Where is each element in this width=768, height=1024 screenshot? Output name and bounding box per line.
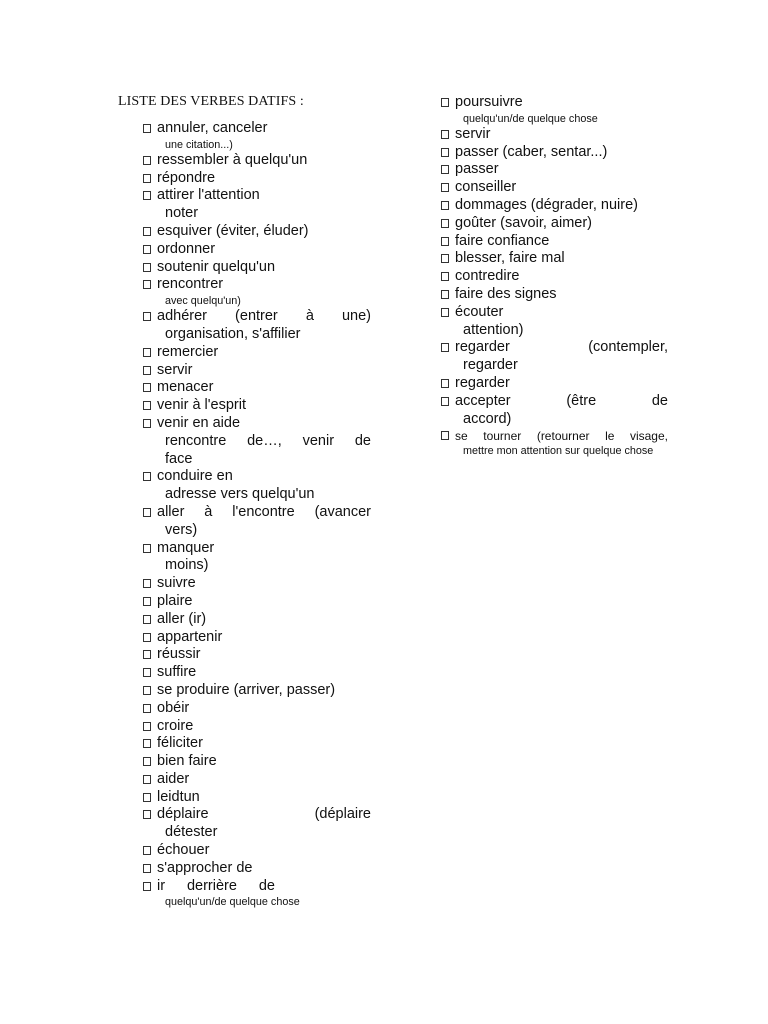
verb-label: dommages (dégrader, nuire): [455, 196, 638, 213]
verb-label: poursuivre: [455, 94, 523, 110]
verb-label: soutenir quelqu'un: [157, 258, 276, 275]
verb-label: ressembler à quelqu'un: [157, 151, 308, 168]
checkbox-bullet-icon: [143, 882, 151, 891]
checkbox-bullet-icon: [143, 348, 151, 357]
verb-item-venir-en-aide: [143, 415, 371, 433]
checkbox-bullet-icon: [143, 597, 151, 606]
verb-item-se-tourner-retourner-le-visage: [441, 428, 668, 458]
verb-item-regarder: [441, 375, 668, 393]
verb-label: rencontrer: [157, 276, 224, 293]
verb-label: servir: [157, 361, 193, 378]
checkbox-bullet-icon: [441, 98, 449, 107]
verb-label: se tourner (retourner le visage,: [455, 429, 668, 444]
checkbox-bullet-icon: [143, 312, 151, 321]
checkbox-bullet-icon: [143, 124, 151, 133]
verb-continuation: mettre mon attention sur quelque chose: [463, 445, 654, 458]
verb-label: remercier: [157, 343, 219, 360]
verb-label: féliciter: [157, 735, 203, 752]
verb-item-faire-confiance: [441, 233, 668, 251]
verb-item-menacer: [143, 379, 371, 397]
verb-label: adhérer (entrer à une): [157, 308, 371, 325]
verb-label: attirer l'attention: [157, 187, 260, 204]
verb-continuation: regarder: [463, 357, 518, 374]
checkbox-bullet-icon: [143, 615, 151, 624]
checkbox-bullet-icon: [143, 280, 151, 289]
verb-item-esquiver-eviter-eluder: [143, 223, 371, 241]
verb-label: conseiller: [455, 179, 517, 196]
checkbox-bullet-icon: [143, 704, 151, 713]
verb-label: s'approcher de: [157, 859, 253, 876]
verb-label: leidtun: [157, 788, 200, 805]
checkbox-bullet-icon: [143, 401, 151, 410]
verb-label: aller (ir): [157, 610, 207, 627]
checkbox-bullet-icon: [441, 379, 449, 388]
checkbox-bullet-icon: [143, 191, 151, 200]
checkbox-bullet-icon: [143, 739, 151, 748]
checkbox-bullet-icon: [143, 775, 151, 784]
verb-item-aider: [143, 771, 371, 789]
verb-item-venir-a-l-esprit: [143, 397, 371, 415]
verb-continuation: vers): [165, 521, 198, 538]
verb-item-accepter-etre-de: [441, 393, 668, 429]
checkbox-bullet-icon: [441, 272, 449, 281]
verb-label: regarder (contempler,: [455, 339, 668, 356]
verb-label: croire: [157, 717, 194, 734]
verb-label: manquer: [157, 539, 215, 556]
verb-item-gouter-savoir-aimer: [441, 215, 668, 233]
verb-item-appartenir: [143, 629, 371, 647]
checkbox-bullet-icon: [441, 431, 449, 440]
verb-label: servir: [455, 125, 491, 142]
checkbox-bullet-icon: [441, 130, 449, 139]
verb-item-aller-a-l-encontre-avancer: [143, 504, 371, 540]
verb-item-feliciter: [143, 735, 371, 753]
verb-item-echouer: [143, 842, 371, 860]
checkbox-bullet-icon: [143, 245, 151, 254]
page-title: LISTE DES VERBES DATIFS :: [118, 94, 304, 109]
right-verb-list: [441, 94, 668, 458]
verb-label: échouer: [157, 842, 210, 859]
checkbox-bullet-icon: [441, 343, 449, 352]
verb-item-adherer-entrer-a-une: [143, 308, 371, 344]
verb-item-attirer-l-attention: [143, 187, 371, 223]
checkbox-bullet-icon: [441, 165, 449, 174]
verb-label: accepter (être de: [455, 392, 668, 409]
verb-continuation: quelqu'un/de quelque chose: [165, 896, 300, 909]
verb-item-manquer: [143, 540, 371, 576]
verb-item-ressembler-a-quelqu-un: [143, 152, 371, 170]
verb-label: faire des signes: [455, 285, 557, 302]
checkbox-bullet-icon: [143, 810, 151, 819]
verb-item-servir: [143, 362, 371, 380]
verb-continuation: détester: [165, 824, 218, 841]
checkbox-bullet-icon: [143, 793, 151, 802]
verb-item-rencontrer: [143, 276, 371, 308]
verb-continuation: face: [165, 450, 193, 467]
verb-continuation: rencontre de…, venir de: [165, 432, 371, 449]
verb-item-ecouter: [441, 304, 668, 340]
left-verb-list: [143, 120, 371, 909]
verb-label: blesser, faire mal: [455, 250, 565, 267]
verb-item-continuation: [143, 451, 371, 469]
verb-label: conduire en: [157, 468, 233, 485]
checkbox-bullet-icon: [143, 544, 151, 553]
verb-item-leidtun: [143, 789, 371, 807]
verb-label: venir à l'esprit: [157, 397, 246, 414]
verb-label: plaire: [157, 592, 193, 609]
verb-item-repondre: [143, 170, 371, 188]
checkbox-bullet-icon: [143, 383, 151, 392]
verb-label: écouter: [455, 303, 504, 320]
verb-item-passer: [441, 161, 668, 179]
checkbox-bullet-icon: [441, 254, 449, 263]
verb-label: aller à l'encontre (avancer: [157, 503, 371, 520]
verb-item-plaire: [143, 593, 371, 611]
verb-continuation: adresse vers quelqu'un: [165, 486, 315, 503]
verb-item-ir-derriere-de: [143, 878, 371, 910]
verb-label: contredire: [455, 268, 520, 285]
checkbox-bullet-icon: [143, 227, 151, 236]
verb-item-poursuivre: [441, 94, 668, 126]
verb-continuation: organisation, s'affilier: [165, 325, 301, 342]
checkbox-bullet-icon: [441, 219, 449, 228]
checkbox-bullet-icon: [143, 864, 151, 873]
verb-label: appartenir: [157, 628, 223, 645]
verb-item-obeir: [143, 700, 371, 718]
checkbox-bullet-icon: [441, 237, 449, 246]
checkbox-bullet-icon: [441, 397, 449, 406]
verb-item-annuler-canceler: [143, 120, 371, 152]
verb-label: obéir: [157, 699, 190, 716]
verb-item-suffire: [143, 664, 371, 682]
verb-item-croire: [143, 718, 371, 736]
checkbox-bullet-icon: [143, 263, 151, 272]
checkbox-bullet-icon: [143, 472, 151, 481]
checkbox-bullet-icon: [143, 508, 151, 517]
verb-continuation: moins): [165, 557, 209, 574]
verb-item-soutenir-quelqu-un: [143, 259, 371, 277]
verb-item-blesser-faire-mal: [441, 250, 668, 268]
verb-continuation: noter: [165, 205, 199, 222]
checkbox-bullet-icon: [143, 686, 151, 695]
verb-label: goûter (savoir, aimer): [455, 214, 592, 231]
verb-item-regarder-contempler: [441, 339, 668, 375]
verb-label: menacer: [157, 379, 214, 396]
checkbox-bullet-icon: [143, 633, 151, 642]
verb-item-deplaire-deplaire: [143, 806, 371, 842]
verb-item-dommages-degrader-nuire: [441, 197, 668, 215]
checkbox-bullet-icon: [143, 846, 151, 855]
verb-item-ordonner: [143, 241, 371, 259]
verb-label: ir derrière de: [157, 877, 275, 894]
checkbox-bullet-icon: [441, 148, 449, 157]
checkbox-bullet-icon: [143, 579, 151, 588]
checkbox-bullet-icon: [143, 156, 151, 165]
verb-item-se-produire-arriver-passer: [143, 682, 371, 700]
verb-label: répondre: [157, 169, 216, 186]
checkbox-bullet-icon: [441, 201, 449, 210]
checkbox-bullet-icon: [143, 650, 151, 659]
verb-label: annuler, canceler: [157, 120, 268, 136]
verb-item-conduire-en: [143, 468, 371, 504]
verb-item-faire-des-signes: [441, 286, 668, 304]
checkbox-bullet-icon: [143, 366, 151, 375]
verb-item-bien-faire: [143, 753, 371, 771]
verb-item-suivre: [143, 575, 371, 593]
checkbox-bullet-icon: [441, 183, 449, 192]
verb-label: déplaire (déplaire: [157, 806, 371, 823]
verb-label: suivre: [157, 575, 196, 592]
checkbox-bullet-icon: [441, 290, 449, 299]
checkbox-bullet-icon: [143, 757, 151, 766]
verb-label: bien faire: [157, 753, 217, 770]
verb-continuation: accord): [463, 410, 512, 427]
verb-label: venir en aide: [157, 414, 241, 431]
verb-label: passer (caber, sentar...): [455, 143, 608, 160]
checkbox-bullet-icon: [143, 174, 151, 183]
verb-label: suffire: [157, 664, 197, 681]
verb-label: ordonner: [157, 240, 216, 257]
verb-item-remercier: [143, 344, 371, 362]
verb-item-passer-caber-sentar: [441, 144, 668, 162]
verb-continuation: quelqu'un/de quelque chose: [463, 112, 598, 125]
verb-continuation: avec quelqu'un): [165, 295, 241, 308]
verb-label: faire confiance: [455, 232, 550, 249]
checkbox-bullet-icon: [143, 668, 151, 677]
checkbox-bullet-icon: [143, 419, 151, 428]
verb-item-s-approcher-de: [143, 860, 371, 878]
verb-label: se produire (arriver, passer): [157, 681, 336, 698]
checkbox-bullet-icon: [441, 308, 449, 317]
verb-item-servir: [441, 126, 668, 144]
verb-label: réussir: [157, 646, 201, 663]
verb-continuation: une citation...): [165, 138, 233, 151]
verb-label: passer: [455, 161, 499, 178]
verb-label: regarder: [455, 374, 510, 391]
verb-item-contredire: [441, 268, 668, 286]
verb-item-reussir: [143, 646, 371, 664]
verb-label: esquiver (éviter, éluder): [157, 222, 309, 239]
verb-continuation: attention): [463, 321, 524, 338]
verb-label: aider: [157, 770, 190, 787]
verb-item-aller-ir: [143, 611, 371, 629]
verb-item-conseiller: [441, 179, 668, 197]
verb-item-continuation: [143, 433, 371, 451]
checkbox-bullet-icon: [143, 722, 151, 731]
